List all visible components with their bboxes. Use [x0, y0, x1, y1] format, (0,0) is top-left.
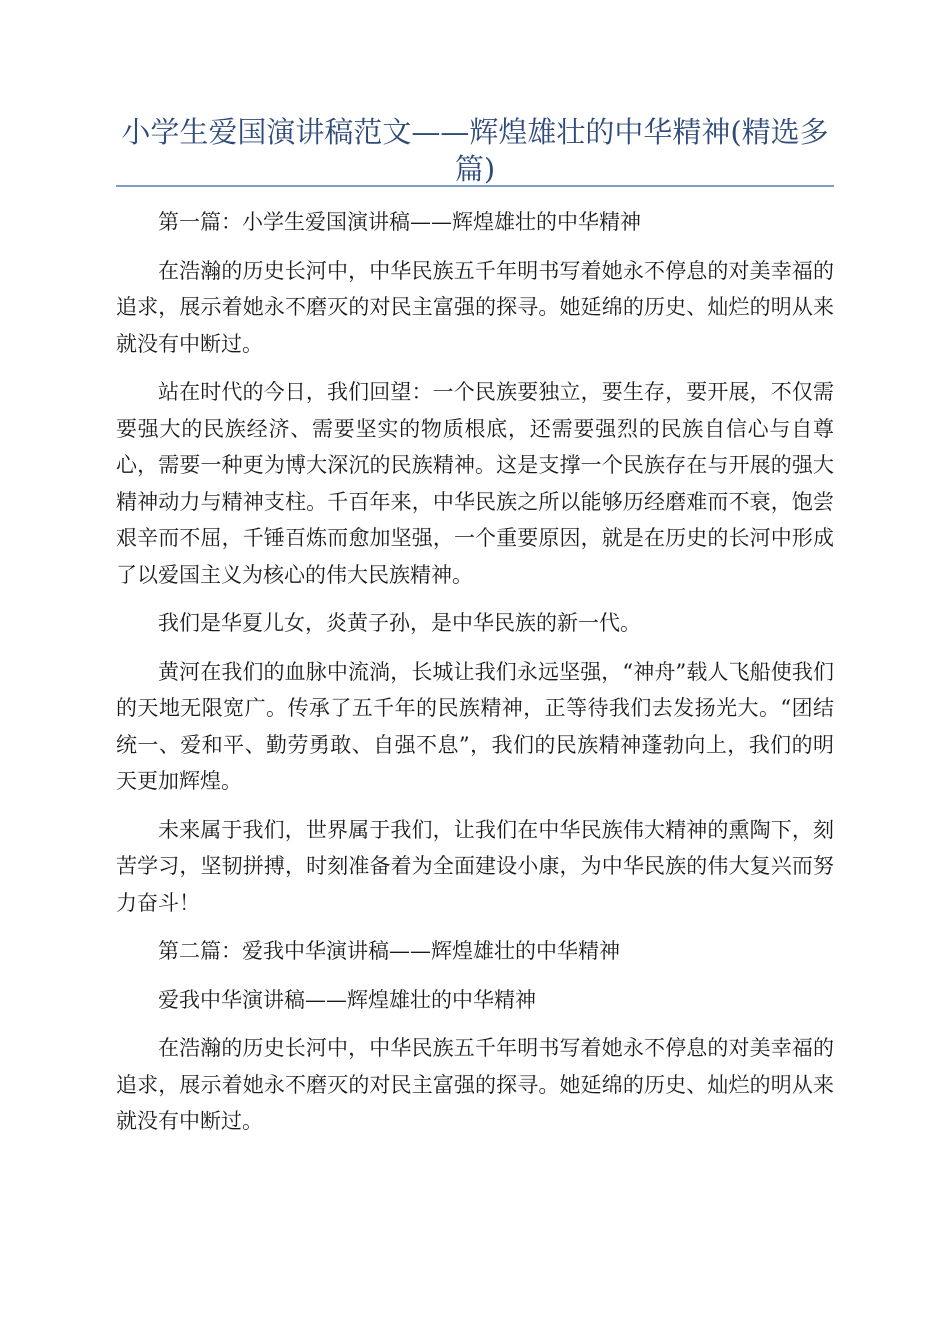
section-heading-2: 第二篇：爱我中华演讲稿——辉煌雄壮的中华精神: [158, 939, 620, 963]
document-title: 小学生爱国演讲稿范文——辉煌雄壮的中华精神(精选多篇): [121, 115, 829, 186]
paragraph: 未来属于我们，世界属于我们，让我们在中华民族伟大精神的熏陶下，刻苦学习，坚韧拼搏，时刻准备着为全面建设小康，为中华民族的伟大复兴而努力奋斗！: [116, 817, 834, 915]
paragraph: 我们是华夏儿女，炎黄子孙，是中华民族的新一代。: [158, 611, 641, 635]
title-underline: [116, 185, 834, 187]
document-body: [116, 204, 834, 1152]
paragraph: 黄河在我们的血脉中流淌，长城让我们永远坚强，“神舟”载人飞船使我们的天地无限宽广。传承了五千年的民族精神，正等待我们去发扬光大。“团结统一、爱和平、勤劳勇敢、自强不息”，我们的民族精神蓬勃向上，我们的明天更加辉煌。: [116, 659, 834, 793]
subtitle: 爱我中华演讲稿——辉煌雄壮的中华精神: [158, 987, 536, 1012]
paragraph: 在浩瀚的历史长河中，中华民族五千年明书写着她永不停息的对美幸福的追求，展示着她永不磨灭的对民主富强的探寻。她延绵的历史、灿烂的明从来就没有中断过。: [116, 1036, 834, 1133]
paragraph: 在浩瀚的历史长河中，中华民族五千年明书写着她永不停息的对美幸福的追求，展示着她永不磨灭的对民主富强的探寻。她延绵的历史、灿烂的明从来就没有中断过。: [116, 258, 834, 356]
section-heading-1: 第一篇：小学生爱国演讲稿——辉煌雄壮的中华精神: [158, 210, 641, 234]
paragraph: 站在时代的今日，我们回望：一个民族要独立，要生存，要开展，不仅需要强大的民族经济、需要坚实的物质根底，还需要强烈的民族自信心与自尊心，需要一种更为博大深沉的民族精神。这是支撑一个民族存在与开展的强大精神动力与精神支柱。千百年来，中华民族之所以能够历经磨难而不衰，饱尝艰辛而不屈，千锤百炼而愈加坚强，一个重要原因，就是在历史的长河中形成了以爱国主义为核心的伟大民族精神。: [116, 380, 834, 587]
